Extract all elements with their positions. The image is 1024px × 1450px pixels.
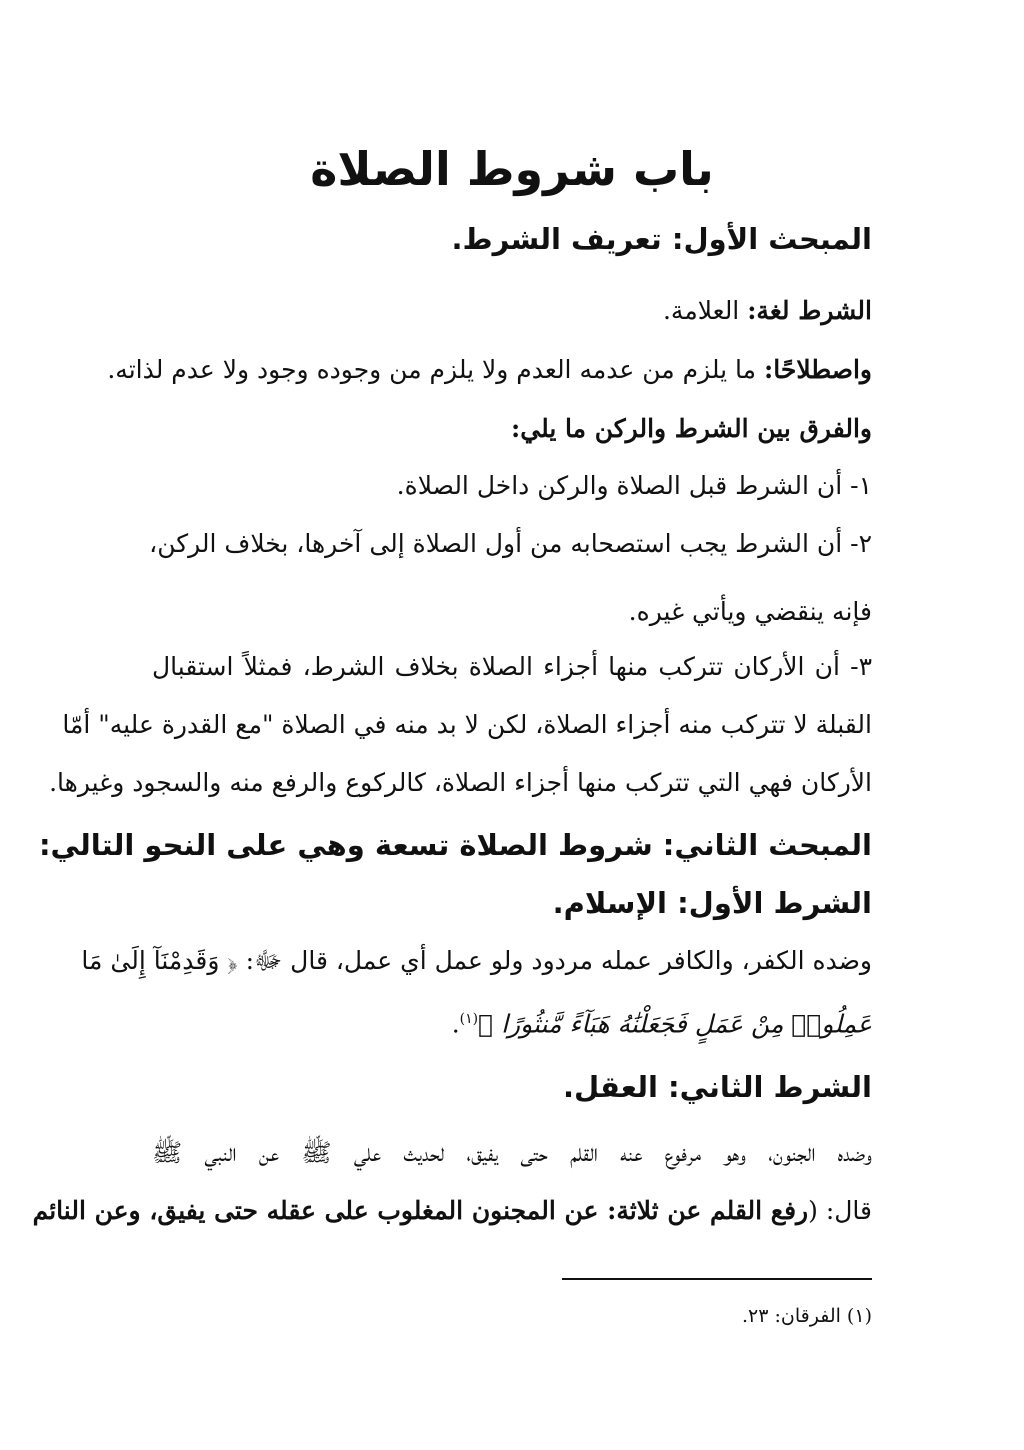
- section1-heading: المبحث الأول: تعريف الشرط.: [451, 222, 872, 256]
- condition-1-heading: الشرط الأول: الإسلام.: [552, 886, 872, 920]
- definition-language-label: الشرط لغة:: [747, 296, 872, 325]
- condition-1-line-2: [152, 1002, 872, 1041]
- footnote: (١) الفرقان: ٢٣.: [742, 1305, 872, 1327]
- definition-language: [152, 294, 872, 328]
- definition-term-label: واصطلاحًا:: [764, 355, 872, 384]
- difference-item-1: ١- أن الشرط قبل الصلاة والركن داخل الصلاة.: [396, 471, 872, 500]
- hadith-text: رفع القلم عن ثلاثة: عن المجنون المغلوب على عقله حتى يفيق، وعن النائم: [32, 1196, 809, 1225]
- definition-term: [107, 353, 872, 387]
- footnote-divider: [562, 1278, 872, 1280]
- definition-term-text: ما يلزم من عدمه العدم ولا يلزم من وجوده وجود ولا عدم لذاته.: [107, 355, 765, 384]
- quran-verse: عَمِلُوا۟ مِنْ عَمَلٍ فَجَعَلْنَٰهُ هَبَآءً مَّنثُورًا ﴾: [478, 1009, 872, 1039]
- difference-item-3-line-3: الأركان فهي التي تتركب منها أجزاء الصلاة، كالركوع والرفع منه والسجود وغيرها.: [49, 768, 872, 797]
- condition-2-line-2: [32, 1194, 872, 1228]
- difference-item-2-line-1: ٢- أن الشرط يجب استصحابه من أول الصلاة إلى آخرها، بخلاف الركن،: [149, 529, 872, 558]
- difference-heading: والفرق بين الشرط والركن ما يلي:: [511, 414, 872, 443]
- difference-item-3-line-1: ٣- أن الأركان تتركب منها أجزاء الصلاة بخلاف الشرط، فمثلاً استقبال: [152, 652, 872, 681]
- page-title: باب شروط الصلاة: [310, 142, 714, 196]
- footnote-ref: (١): [459, 1011, 479, 1027]
- definition-language-text: العلامة.: [662, 296, 748, 325]
- condition-1-line-1: وضده الكفر، والكافر عمله مردود ولو عمل أي عمل، قال ﷻ: ﴿ وَقَدِمْنَآ إِلَىٰ مَا: [81, 946, 872, 975]
- difference-item-2-line-2: فإنه ينقضي ويأتي غيره.: [628, 597, 872, 626]
- difference-item-3-line-2: القبلة لا تتركب منه أجزاء الصلاة، لكن لا بد منه في الصلاة "مع القدرة عليه" أمّا: [62, 710, 872, 739]
- condition-2-heading: الشرط الثاني: العقل.: [562, 1070, 872, 1104]
- condition-2-line-1: وضده الجنون، وهو مرفوع عنه القلم حتى يفيق، لحديث علي ﷺ عن النبي ﷺ: [152, 1138, 872, 1167]
- section2-heading: المبحث الثاني: شروط الصلاة تسعة وهي على النحو التالي:: [38, 828, 872, 862]
- hadith-prefix: قال: (: [808, 1196, 872, 1225]
- condition-1-end: .: [451, 1009, 460, 1039]
